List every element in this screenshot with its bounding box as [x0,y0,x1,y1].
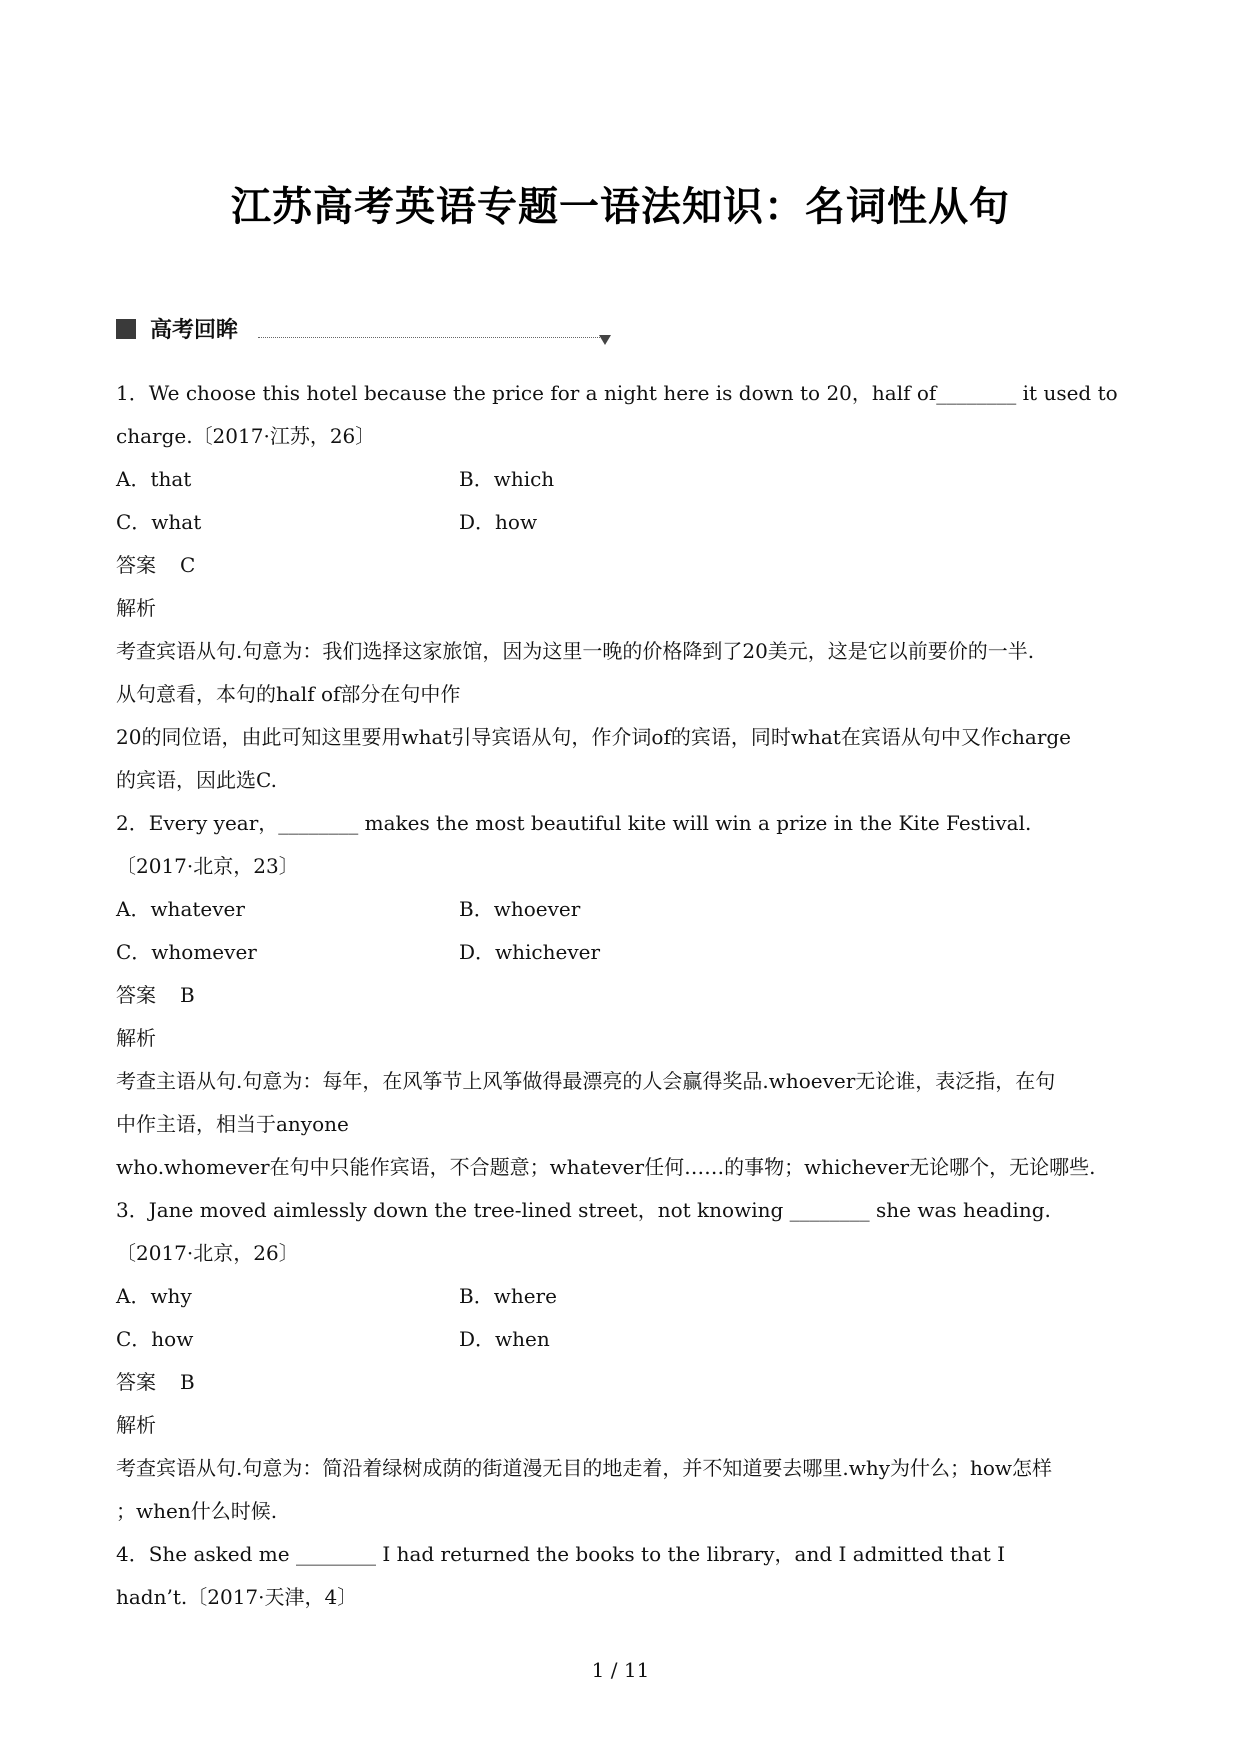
option-c: C．what [116,510,202,534]
page-number: 1 / 11 [591,1658,650,1682]
analysis-text: ；when什么时候. [116,1499,278,1523]
section-header [116,313,616,349]
question-item [116,372,1126,802]
document-title: 江苏高考英语专题一语法知识：名词性从句 [231,184,1010,230]
question-item [116,802,1126,1189]
option-a: A．that [116,467,192,491]
option-row [116,1318,1126,1361]
option-b: B．which [459,467,555,491]
option-a: A．why [116,1284,192,1308]
option-row [116,888,1126,931]
answer-row [116,1361,1126,1404]
answer-label: 答案 [116,983,156,1007]
answer-row [116,974,1126,1017]
answer-label: 答案 [116,1370,156,1394]
question-stem: 〔2017·北京，26〕 [116,1241,299,1265]
option-d: D．how [459,510,538,534]
option-row [116,458,1126,501]
answer-row [116,544,1126,587]
analysis-text: 从句意看，本句的half of部分在句中作 [116,682,461,706]
answer-value: B [180,1370,195,1394]
question-stem: 〔2017·北京，23〕 [116,854,299,878]
option-row [116,1275,1126,1318]
square-bullet-icon [116,319,136,339]
question-stem: charge.〔2017·江苏，26〕 [116,424,376,448]
option-c: C．whomever [116,940,257,964]
answer-value: C [180,553,196,577]
analysis-text: 的宾语，因此选C. [116,768,277,792]
question-item [116,1189,1126,1533]
analysis-text: 中作主语，相当于anyone [116,1112,349,1136]
option-d: D．when [459,1327,550,1351]
analysis-label: 解析 [116,596,156,620]
analysis-label: 解析 [116,1026,156,1050]
question-stem: 2．Every year，________ makes the most beautiful kite will win a prize in the Kite Festival. [116,811,1032,835]
analysis-text: 20的同位语，由此可知这里要用what引导宾语从句，作介词of的宾语，同时what在宾语从句中又作charge [116,725,1072,749]
analysis-label: 解析 [116,1413,156,1437]
analysis-text: who.whomever在句中只能作宾语，不合题意；whatever任何……的事物；whichever无论哪个，无论哪些. [116,1155,1096,1179]
question-list [116,372,1126,1619]
option-b: B．where [459,1284,557,1308]
answer-label: 答案 [116,553,156,577]
option-row [116,501,1126,544]
question-stem: hadn’t.〔2017·天津，4〕 [116,1585,358,1609]
section-heading: 高考回眸 [150,318,239,343]
analysis-text: 考查宾语从句.句意为：我们选择这家旅馆，因为这里一晚的价格降到了20美元，这是它以前要价的一半. [116,639,1035,663]
analysis-text: 考查主语从句.句意为：每年，在风筝节上风筝做得最漂亮的人会赢得奖品.whoever无论谁，表泛指，在句 [116,1069,1056,1093]
question-stem: 1．We choose this hotel because the price for a night here is down to 20，half of________ it used to [116,381,1118,405]
option-c: C．how [116,1327,194,1351]
option-a: A．whatever [116,897,245,921]
triangle-down-icon [599,335,611,345]
question-stem: 4．She asked me ________ I had returned the books to the library，and I admitted that I [116,1542,1006,1566]
option-row [116,931,1126,974]
question-item [116,1533,1126,1619]
answer-value: B [180,983,195,1007]
analysis-text: 考查宾语从句.句意为：简沿着绿树成荫的街道漫无目的地走着，并不知道要去哪里.why为什么；how怎样 [116,1456,1053,1480]
question-stem: 3．Jane moved aimlessly down the tree-lined street，not knowing ________ she was heading. [116,1198,1051,1222]
dotted-rule [258,337,606,338]
option-b: B．whoever [459,897,581,921]
option-d: D．whichever [459,940,601,964]
